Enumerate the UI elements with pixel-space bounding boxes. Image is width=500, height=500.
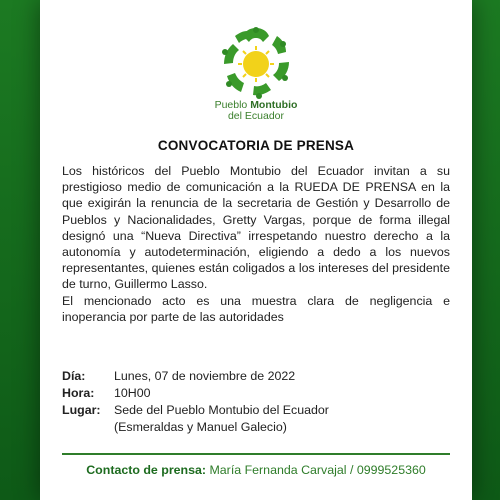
- hour-label: Hora:: [62, 386, 95, 400]
- press-release-body: [62, 163, 450, 325]
- brand-subtitle: del Ecuador: [227, 110, 285, 122]
- paragraph-2: El mencionado acto es una muestra clara de negligencia e inoperancia por parte de las autoridades: [62, 293, 450, 324]
- press-release-card: [40, 0, 472, 500]
- page-title: CONVOCATORIA DE PRENSA: [157, 138, 355, 153]
- contact-label: Contacto de prensa:: [86, 463, 207, 477]
- contact-value: María Fernanda Carvajal / 0999525360: [206, 463, 426, 477]
- place-value: Sede del Pueblo Montubio del Ecuador: [114, 403, 329, 417]
- day-value: Lunes, 07 de noviembre de 2022: [114, 369, 296, 383]
- divider: [62, 453, 450, 455]
- place-label: Lugar:: [62, 403, 101, 417]
- press-contact: [40, 463, 472, 477]
- paragraph-1: Los históricos del Pueblo Montubio del Ecuador invitan a su prestigioso medio de comunicación a la RUEDA DE PRENSA en la que exigirán la renuncia de la secretaria de Gestión y Desarrollo de Pueblos y Nacionalidades, Gretty Vargas, porque de forma illegal designó una “Nueva Directiva” irrespetando nuestro derecho a la autonomía y autodeterminación, eligiendo a dedo a los nuevos representantes, quienes están coligados a los intereses del presidente de turno, Guillermo Lasso.: [62, 164, 450, 292]
- detail-row-day: [62, 368, 450, 385]
- hour-value: 10H00: [114, 386, 151, 400]
- detail-row-place: [62, 402, 450, 419]
- place-value-continued: (Esmeraldas y Manuel Galecio): [114, 420, 287, 434]
- pueblo-montubio-logo: [215, 26, 297, 100]
- brand-name-part2: Montubio: [250, 99, 298, 111]
- detail-row-hour: [62, 385, 450, 402]
- day-label: Día:: [62, 369, 86, 383]
- event-details: [62, 368, 450, 436]
- brand-name-part1: Pueblo: [214, 99, 251, 111]
